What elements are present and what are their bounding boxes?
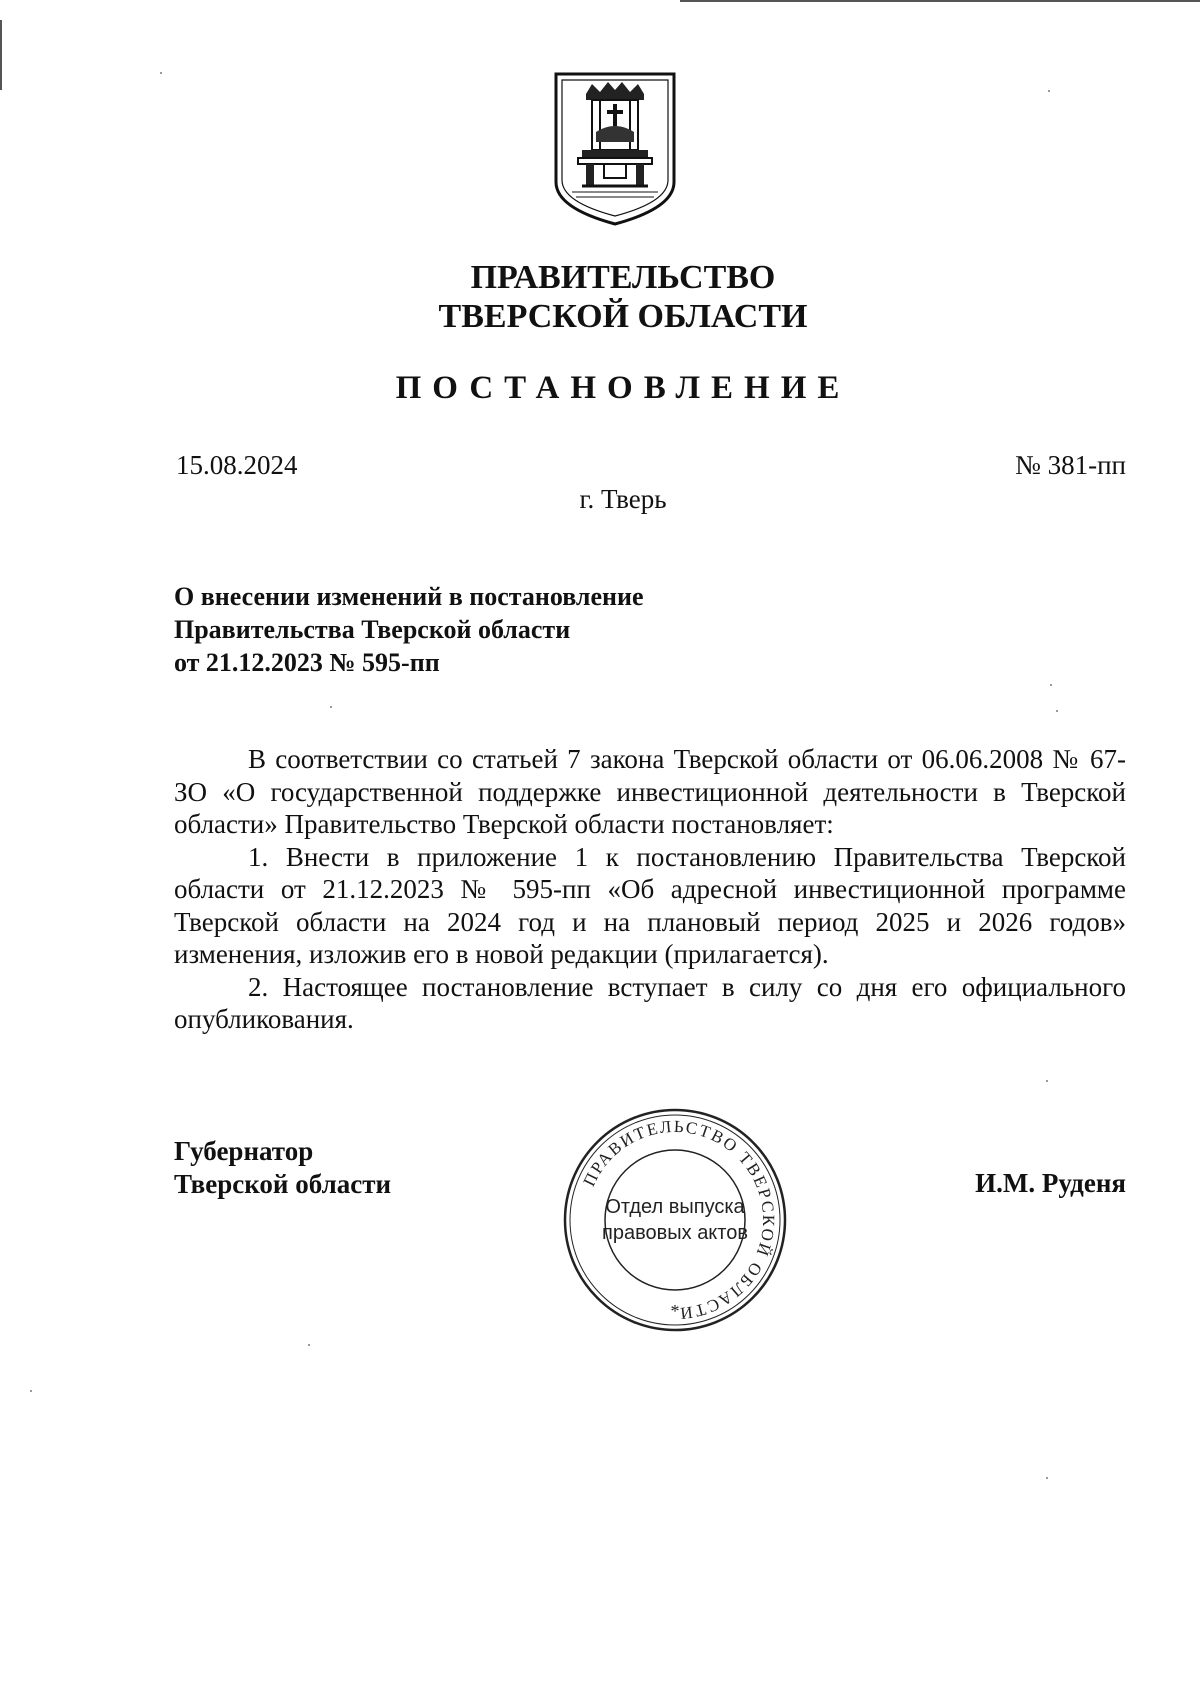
scan-speck [1056,710,1058,712]
organization-title-line2: ТВЕРСКОЙ ОБЛАСТИ [438,298,808,335]
official-stamp [560,1105,790,1335]
stamp-center-line2: правовых актов [602,1222,748,1244]
signatory-position-line1: Губернатор [174,1136,314,1166]
document-type: ПОСТАНОВЛЕНИЕ [395,370,851,406]
body-paragraph-preamble: В соответствии со статьей 7 закона Тверской области от 06.06.2008 № 67-ЗО «О государственной поддержке инвестиционной деятельности в Тверской области» Правительство Тверской области постановляет: [174,744,1126,839]
document-number: № 381-пп [1015,450,1126,480]
stamp-ring-text: ПРАВИТЕЛЬСТВО ТВЕРСКОЙ ОБЛАСТИ [579,1116,779,1324]
scan-speck [1046,1477,1048,1479]
scan-speck [30,1390,32,1392]
body-paragraph-item-1: 1. Внести в приложение 1 к постановлению Правительства Тверской области от 21.12.2023 № 595-пп «Об адресной инвестиционной программе Тверской области на 2024 год и на плановый период 2025 и 2026 годов» изменения, изложив его в новой редакции (прилагается). [174,841,1126,969]
scan-speck [308,1344,310,1346]
scan-edge-left [0,20,2,90]
scan-speck [1050,684,1052,686]
stamp-star: * [670,1301,680,1321]
body-paragraph-item-2: 2. Настоящее постановление вступает в силу со дня его официального опубликования. [174,971,1126,1034]
signatory-name: И.М. Руденя [975,1168,1126,1198]
scan-speck [330,706,332,708]
document-date: 15.08.2024 [176,450,298,480]
subject-line2: Правительства Тверской области [174,615,571,644]
subject-line3: от 21.12.2023 № 595-пп [174,648,440,677]
tver-coat-of-arms-icon [552,70,678,228]
scan-edge-top [680,0,1200,2]
scan-speck [1046,1080,1048,1082]
organization-title [0,258,1200,336]
subject-line1: О внесении изменений в постановление [174,582,644,611]
organization-title-line1: ПРАВИТЕЛЬСТВО [470,259,776,296]
stamp-center-line1: Отдел выпуска [605,1196,745,1218]
scan-speck [1048,90,1050,92]
scan-speck [160,72,162,74]
signatory-position [174,1135,391,1201]
document-subject [174,580,644,679]
signatory-position-line2: Тверской области [174,1169,392,1199]
document-body [174,743,1126,1036]
document-city: г. Тверь [579,484,667,514]
